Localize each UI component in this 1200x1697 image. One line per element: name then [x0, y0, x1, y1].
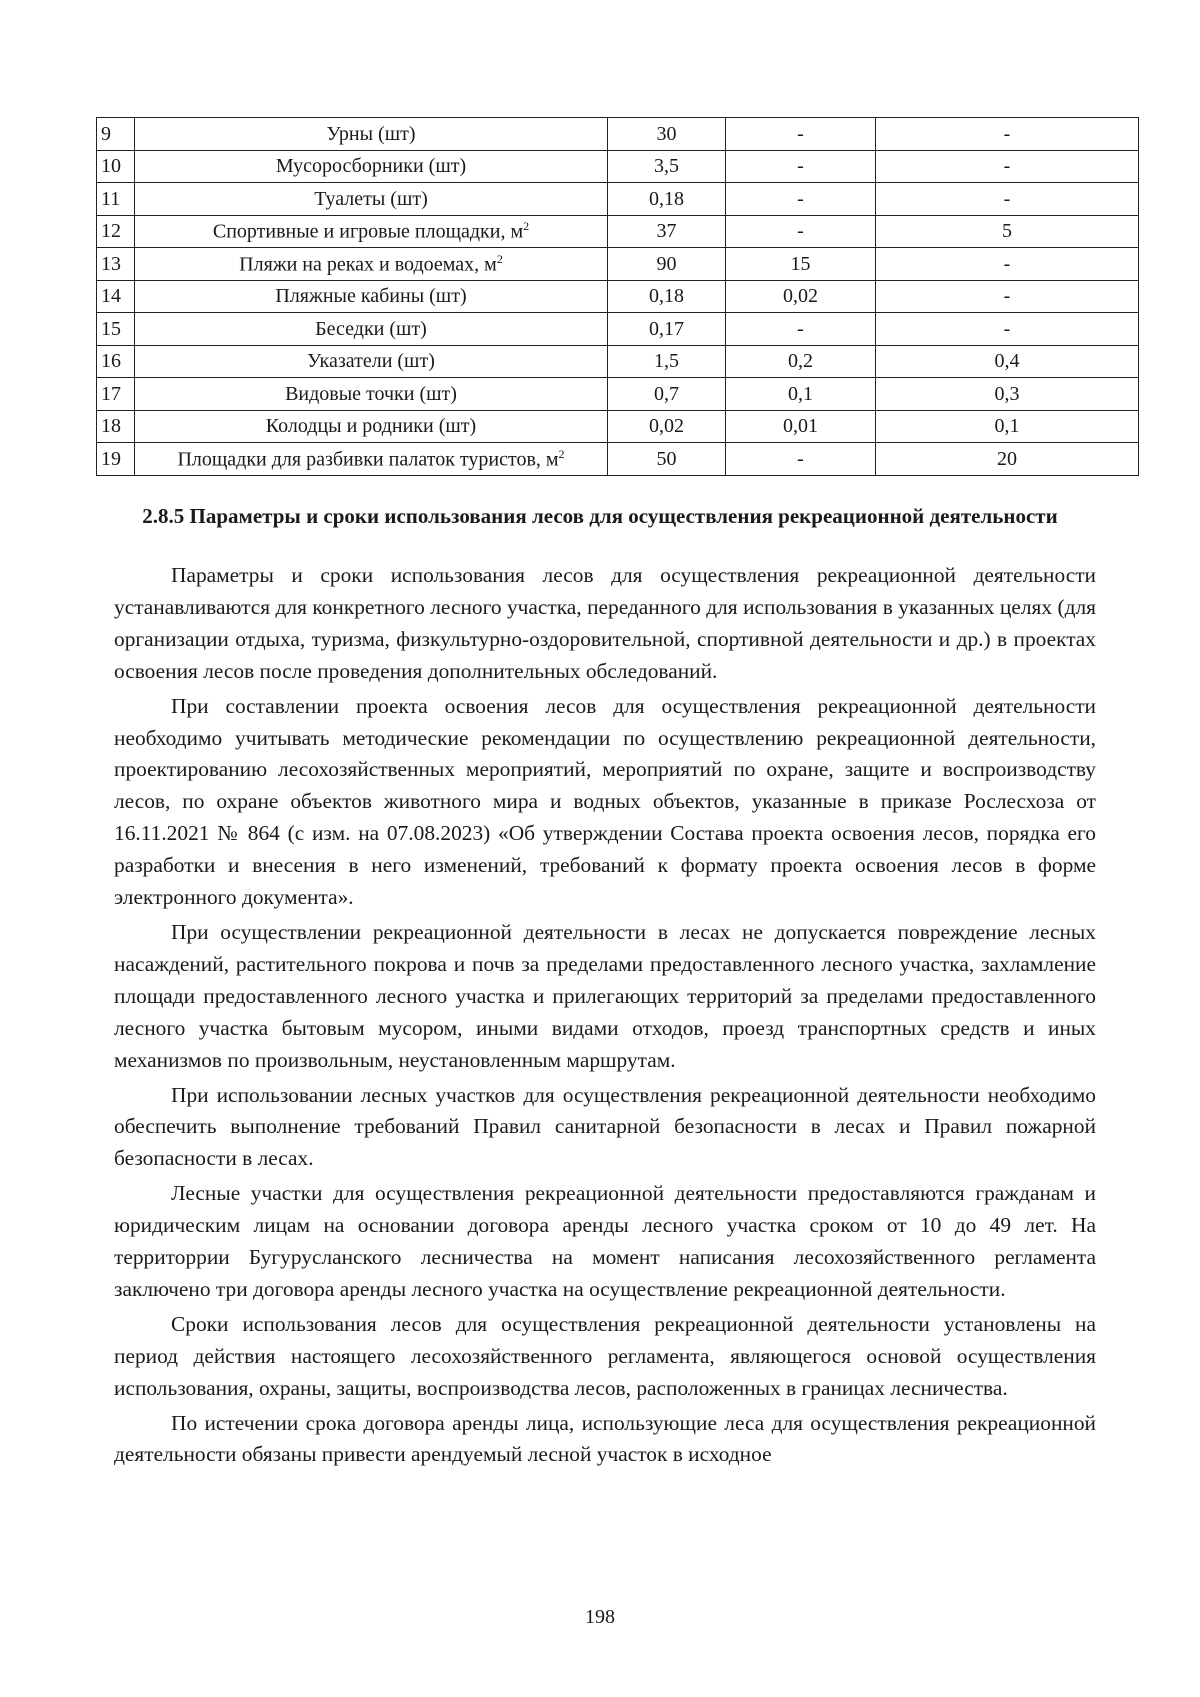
value-cell-2-text: 0,2 [788, 350, 813, 373]
item-name-cell-text: Беседки (шт) [315, 317, 427, 340]
value-cell-3-text: - [1003, 252, 1011, 275]
value-cell-2-text: - [797, 317, 804, 340]
row-number-cell-text: 11 [101, 187, 121, 210]
table-row [97, 443, 1139, 476]
row-number-cell-text: 12 [101, 220, 121, 243]
paragraph: При осуществлении рекреационной деятельности в лесах не допускается повреждение лесных насаждений, растительного покрова и почв за пределами предоставленного лесного участка, захламление площади предоставленного лесного участка и прилегающих территорий за пределами предоставленного лесного участка бытовым мусором, иными видами отходов, проезд транспортных средств и иных механизмов по произвольным, неустановленным маршрутам. [114, 919, 1096, 1072]
value-cell-2-text: - [797, 220, 804, 243]
section-heading: 2.8.5 Параметры и сроки использования лесов для осуществления рекреационной деятельности [142, 504, 1058, 528]
value-cell-1 [608, 215, 726, 248]
value-cell-2 [726, 345, 876, 378]
value-cell-1-text: 30 [656, 122, 677, 145]
table-row [97, 150, 1139, 183]
value-cell-3-text: - [1003, 285, 1011, 308]
table-row [97, 345, 1139, 378]
value-cell-1-text: 0,7 [654, 382, 679, 405]
value-cell-2-text: 0,01 [783, 415, 818, 438]
value-cell-3 [876, 118, 1139, 151]
value-cell-3-text: 20 [997, 447, 1017, 470]
item-name-cell-text: Урны (шт) [326, 122, 416, 145]
value-cell-1 [608, 118, 726, 151]
row-number-cell [97, 378, 135, 411]
value-cell-3 [876, 410, 1139, 443]
item-name-cell [135, 345, 608, 378]
value-cell-3 [876, 313, 1139, 346]
value-cell-1-text: 50 [656, 447, 677, 470]
value-cell-1 [608, 313, 726, 346]
value-cell-3 [876, 183, 1139, 216]
value-cell-2-text: 15 [790, 252, 811, 275]
page-number: 198 [585, 1606, 615, 1628]
paragraph: По истечении срока договора аренды лица, использующие леса для осуществления рекреационной деятельности обязаны привести арендуемый лесной участок в исходное [114, 1410, 1096, 1467]
value-cell-2 [726, 118, 876, 151]
value-cell-1 [608, 248, 726, 281]
value-cell-3 [876, 443, 1139, 476]
value-cell-3-text: 0,1 [994, 415, 1020, 438]
row-number-cell [97, 150, 135, 183]
item-name-cell [135, 410, 608, 443]
value-cell-1 [608, 280, 726, 313]
table-row [97, 280, 1139, 313]
value-cell-2 [726, 280, 876, 313]
unit-superscript: 2 [523, 219, 530, 234]
value-cell-2-text: - [797, 447, 804, 470]
value-cell-3-text: 0,3 [994, 382, 1020, 405]
unit-superscript: 2 [496, 251, 503, 266]
value-cell-2 [726, 150, 876, 183]
row-number-cell [97, 345, 135, 378]
value-cell-1 [608, 150, 726, 183]
row-number-cell-text: 13 [101, 252, 121, 275]
row-number-cell-text: 9 [101, 122, 111, 145]
value-cell-1-text: 3,5 [654, 155, 679, 178]
value-cell-3 [876, 248, 1139, 281]
item-name-cell-text: Колодцы и родники (шт) [265, 415, 477, 438]
table-row [97, 410, 1139, 443]
value-cell-2 [726, 215, 876, 248]
value-cell-1 [608, 378, 726, 411]
item-name-cell [135, 378, 608, 411]
paragraph: Параметры и сроки использования лесов для осуществления рекреационной деятельности устанавливаются для конкретного лесного участка, переданного для использования в указанных целях (для организации отдыха, туризма, физкультурно-оздоровительной, спортивной деятельности и др.) в проектах освоения лесов после проведения дополнительных обследований. [114, 563, 1096, 683]
row-number-cell [97, 280, 135, 313]
value-cell-2 [726, 183, 876, 216]
item-name-cell-text: Туалеты (шт) [314, 187, 428, 210]
table-row [97, 313, 1139, 346]
row-number-cell [97, 248, 135, 281]
item-name-cell [135, 248, 608, 281]
value-cell-3-text: 0,4 [994, 350, 1020, 373]
item-name-cell [135, 150, 608, 183]
body-text [114, 560, 1096, 1474]
item-name-cell-text: Спортивные и игровые площадки, м [212, 221, 524, 244]
row-number-cell [97, 183, 135, 216]
value-cell-3-text: - [1003, 187, 1011, 210]
value-cell-1-text: 90 [656, 252, 677, 275]
table-row [97, 118, 1139, 151]
row-number-cell [97, 118, 135, 151]
paragraph: Лесные участки для осуществления рекреационной деятельности предоставляются гражданам и юридическим лицам на основании договора аренды лесного участка сроком от 10 до 49 лет. На территоррии Бугурусланского лесничества на момент написания лесохозяйственного регламента заключено три договора аренды лесного участка на осуществление рекреационной деятельности. [114, 1181, 1096, 1301]
item-name-cell [135, 183, 608, 216]
item-name-cell-text: Пляжи на реках и водоемах, м [239, 253, 497, 276]
paragraph: При составлении проекта освоения лесов для осуществления рекреационной деятельности необходимо учитывать методические рекомендации по осуществлению рекреационной деятельности, проектированию лесохозяйственных мероприятий, мероприятий по охране, защите и воспроизводству лесов, по охране объектов животного мира и водных объектов, указанные в приказе Рослесхоза от 16.11.2021 № 864 (с изм. на 07.08.2023) «Об утверждении Состава проекта освоения лесов, порядка его разработки и внесения в него изменений, требований к формату проекта освоения лесов в форме электронного документа». [114, 693, 1096, 910]
value-cell-3 [876, 378, 1139, 411]
row-number-cell-text: 10 [101, 155, 121, 178]
value-cell-3-text: - [1003, 155, 1011, 178]
row-number-cell-text: 16 [101, 350, 121, 373]
value-cell-2 [726, 410, 876, 443]
row-number-cell-text: 18 [101, 415, 121, 438]
item-name-cell [135, 118, 608, 151]
paragraph: Сроки использования лесов для осуществления рекреационной деятельности установлены на период действия настоящего лесохозяйственного регламента, являющегося основой осуществления использования, охраны, защиты, воспроизводства лесов, расположенных в границах лесничества. [114, 1311, 1096, 1400]
value-cell-1 [608, 345, 726, 378]
item-name-cell [135, 313, 608, 346]
value-cell-1-text: 0,02 [649, 415, 684, 438]
table-row [97, 215, 1139, 248]
row-number-cell-text: 14 [101, 285, 121, 308]
row-number-cell [97, 215, 135, 248]
value-cell-2-text: - [797, 122, 804, 145]
value-cell-2 [726, 248, 876, 281]
value-cell-2 [726, 378, 876, 411]
row-number-cell-text: 19 [101, 447, 121, 470]
paragraph: При использовании лесных участков для осуществления рекреационной деятельности необходимо обеспечить выполнение требований Правил санитарной безопасности в лесах и Правил пожарной безопасности в лесах. [114, 1082, 1096, 1171]
value-cell-1-text: 0,17 [649, 317, 684, 340]
value-cell-1 [608, 183, 726, 216]
table-body [97, 118, 1139, 476]
table-row [97, 248, 1139, 281]
value-cell-3-text: - [1003, 122, 1011, 145]
unit-superscript: 2 [558, 446, 565, 461]
table-row [97, 183, 1139, 216]
row-number-cell [97, 410, 135, 443]
item-name-cell [135, 443, 608, 476]
value-cell-3 [876, 280, 1139, 313]
value-cell-2-text: - [797, 187, 804, 210]
value-cell-3 [876, 150, 1139, 183]
value-cell-1-text: 1,5 [654, 350, 679, 373]
item-name-cell-text: Указатели (шт) [307, 350, 435, 373]
item-name-cell-text: Видовые точки (шт) [285, 382, 457, 405]
value-cell-3 [876, 345, 1139, 378]
item-name-cell-text: Пляжные кабины (шт) [275, 285, 467, 308]
value-cell-2 [726, 313, 876, 346]
item-name-cell [135, 280, 608, 313]
item-name-cell-text: Мусоросборники (шт) [275, 155, 467, 178]
value-cell-1-text: 37 [656, 220, 677, 243]
item-name-cell [135, 215, 608, 248]
table-row [97, 378, 1139, 411]
row-number-cell [97, 313, 135, 346]
value-cell-1 [608, 410, 726, 443]
value-cell-2-text: - [797, 155, 804, 178]
value-cell-3 [876, 215, 1139, 248]
item-name-cell-text: Площадки для разбивки палаток туристов, м [177, 448, 559, 471]
value-cell-2-text: 0,02 [783, 285, 818, 308]
recreation-norms-table [96, 117, 1139, 476]
value-cell-3-text: 5 [1002, 220, 1012, 243]
value-cell-3-text: - [1003, 317, 1011, 340]
row-number-cell-text: 17 [101, 382, 121, 405]
row-number-cell [97, 443, 135, 476]
row-number-cell-text: 15 [101, 317, 121, 340]
value-cell-1-text: 0,18 [649, 285, 684, 308]
value-cell-1 [608, 443, 726, 476]
value-cell-1-text: 0,18 [649, 187, 684, 210]
value-cell-2-text: 0,1 [788, 382, 813, 405]
value-cell-2 [726, 443, 876, 476]
